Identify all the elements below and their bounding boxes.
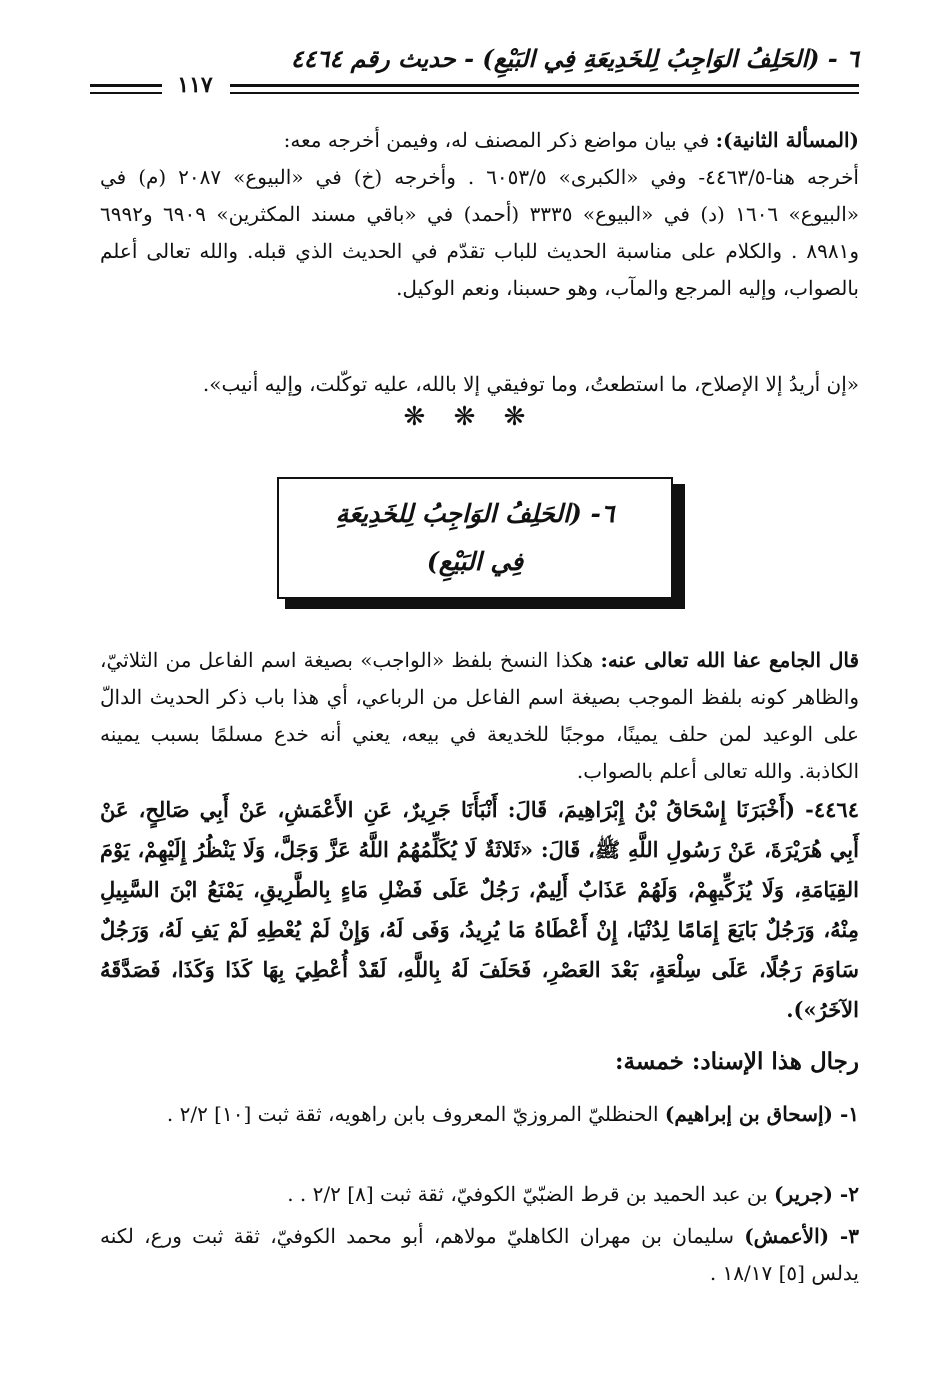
narrator-text: بن عبد الحميد بن قرط الضبّيّ الكوفيّ، ثقة ثبت [٨] ٢/٢ . . [287,1182,775,1206]
narrator-text: سليمان بن مهران الكاهليّ مولاهم، أبو محمد الكوفيّ، ثقة ثبت ورع، لكنه يدلس [٥] ١٨/١٧ . [100,1224,859,1285]
narrator-entry [100,1096,859,1133]
page-number: ١١٧ [177,72,213,98]
issue-two-body: أخرجه هنا-٤٤٦٣/٥- وفي «الكبرى» ٦٠٥٣/٥ . وأخرجه (خ) في «البيوع» ٢٠٨٧ (م) في «البيوع» ١٦٠٦ (د) في «البيوع» ٣٣٣٥ (أحمد) في «باقي مسند المكثرين» ٦٩٠٩ و٦٩٩٢ و٨٩٨١ . والكلام على مناسبة الحديث للباب تقدّم في الحديث الذي قبله. والله تعالى أعلم بالصواب، وإليه المرجع والمآب، وهو حسبنا، ونعم الوكيل. [100,165,859,300]
closing-quote: «إن أريدُ إلا الإصلاح، ما استطعتُ، وما توفيقي إلا بالله، عليه توكّلت، وإليه أنيب». [202,372,859,396]
issue-two-intro [100,122,859,159]
page-number-rule-top [90,84,162,87]
narrator-text: الحنظليّ المروزيّ المعروف بابن راهويه، ثقة ثبت [١٠] ٢/٢ . [166,1102,665,1126]
section-separator-stars: ❋ ❋ ❋ [403,402,536,432]
commentary-lead: قال الجامع عفا الله تعالى عنه: [600,648,860,672]
chapter-title: ٦- (الحَلِفُ الوَاجِبُ لِلخَدِيعَةِ فِي البَيْعِ) [335,499,615,576]
rijal-heading: رجال هذا الإسناد: خمسة: [615,1048,859,1075]
issue-two-heading: (المسألة الثانية): [715,128,859,152]
narrator-name: ١- (إسحاق بن إبراهيم) [664,1102,859,1126]
issue-two-text: في بيان مواضع ذكر المصنف له، وفيمن أخرجه معه: [283,128,716,152]
commentary-paragraph [100,642,859,790]
narrator-entry [100,1176,859,1213]
narrator-entry [100,1218,859,1292]
running-header-title: ٦ - (الحَلِفُ الوَاجِبُ لِلخَدِيعَةِ فِي البَيْعِ) - حديث رقم ٤٤٦٤ [290,44,859,73]
commentary-text: هكذا النسخ بلفظ «الواجب» بصيغة اسم الفاعل من الثلاثيّ، والظاهر كونه بلفظ الموجب بصيغة اسم الفاعل من الرباعي، أي هذا باب ذكر الحديث الدالّ على الوعيد لمن حلف يمينًا، موجبًا للخديعة في بيعه، يعني أنه خدع مسلمًا بسبب يمينه الكاذبة. والله تعالى أعلم بالصواب. [100,648,859,783]
hadith-text: ٤٤٦٤- (أَخْبَرَنَا إِسْحَاقُ بْنُ إِبْرَاهِيمَ، قَالَ: أَنْبَأَنَا جَرِيرٌ، عَنِ الأَعْمَشِ، عَنْ أَبِي صَالِحٍ، عَنْ أَبِي هُرَيْرَةَ، عَنْ رَسُولِ اللَّهِ ﷺ، قَالَ: «ثَلاثَةٌ لَا يُكَلِّمُهُمُ اللَّهُ عَزَّ وَجَلَّ، وَلَا يَنْظُرُ إِلَيْهِمْ، يَوْمَ القِيَامَةِ، وَلَا يُزَكِّيهِمْ، وَلَهُمْ عَذَابٌ أَلِيمٌ، رَجُلٌ عَلَى فَضْلِ مَاءٍ بِالطَّرِيقِ، يَمْنَعُ ابْنَ السَّبِيلِ مِنْهُ، وَرَجُلٌ بَايَعَ إِمَامًا لِدُنْيَا، إِنْ أَعْطَاهُ مَا يُرِيدُ، وَفَى لَهُ، وَإِنْ لَمْ يُعْطِهِ لَمْ يَفِ لَهُ، وَرَجُلٌ سَاوَمَ رَجُلًا، عَلَى سِلْعَةٍ، بَعْدَ العَصْرِ، فَحَلَفَ لَهُ بِاللَّهِ، لَقَدْ أُعْطِيَ بِهَا كَذَا وَكَذَا، فَصَدَّقَهُ الآخَرُ»). [100,797,859,1022]
chapter-title-box [277,477,673,599]
header-rule-top [230,84,859,87]
narrator-name: ٣- (الأعمش) [744,1224,859,1248]
narrator-name: ٢- (جرير) [774,1182,859,1206]
page-number-rule-bottom [90,92,162,94]
header-rule-bottom [230,92,859,94]
